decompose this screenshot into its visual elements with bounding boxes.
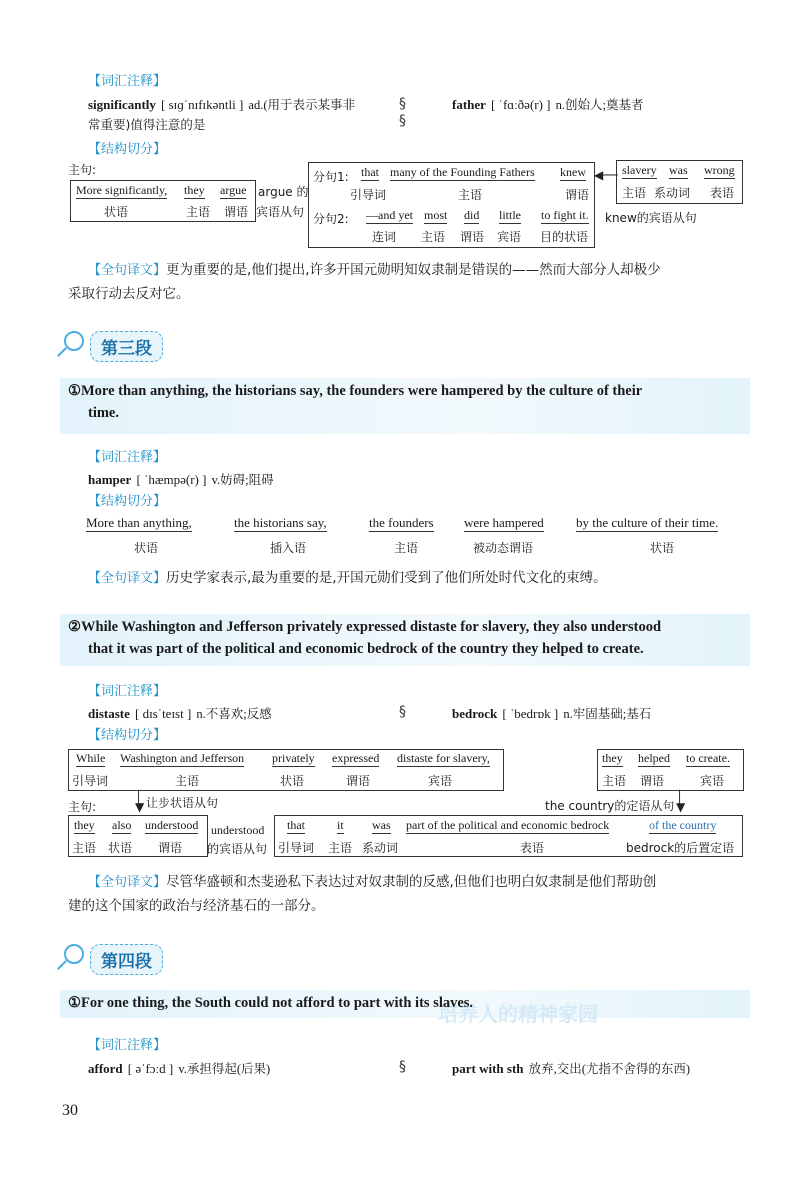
vocab-tag: 【词汇注释】 — [88, 74, 167, 89]
role-label: 状语 — [108, 841, 133, 855]
role-label: 谓语 — [346, 774, 371, 788]
section-title: 第三段 — [90, 331, 163, 362]
translation-tag: 【全句译文】 — [88, 263, 167, 278]
translation-tag: 【全句译文】 — [88, 571, 167, 586]
phrase: expressed — [332, 751, 380, 765]
role-label: 主语 — [622, 186, 647, 200]
translation-text: 尽管华盛顿和杰斐逊私下表达过对奴隶制的反感,但他们也明白奴隶制是他们帮助创 — [166, 874, 657, 890]
structure-tag: 【结构切分】 — [88, 728, 167, 743]
phrase: by the culture of their time. — [576, 515, 719, 530]
watermark: 培养人的精神家园 — [438, 1002, 598, 1026]
vocab-phonetic: [ ˈhæmpə(r) ] — [136, 472, 207, 487]
phrase: More significantly, — [76, 183, 168, 197]
vocab-word: hamper — [88, 472, 132, 487]
sentence-2: ②While Washington and Jefferson privately expressed distaste for slavery, they also understood — [68, 619, 662, 635]
translation — [88, 870, 758, 895]
role-label: bedrock的后置定语 — [626, 841, 735, 855]
vocab-word: part with sth — [452, 1061, 524, 1076]
vocab-tag: 【词汇注释】 — [88, 1038, 167, 1053]
main-clause-label: 主句: — [68, 800, 97, 814]
phrase: wrong — [704, 163, 735, 177]
role-label: 谓语 — [640, 774, 665, 788]
vocab-entry-father — [452, 94, 643, 113]
role-label: 插入语 — [270, 541, 307, 555]
vocab-phonetic: [ sɪɡˈnɪfɪkəntli ] — [161, 97, 244, 112]
vocab-phonetic: [ dɪsˈteɪst ] — [134, 706, 192, 721]
translation-cont: 建的这个国家的政治与经济基石的一部分。 — [68, 898, 325, 914]
vocab-word: significantly — [88, 97, 156, 112]
role-label: 主语 — [175, 774, 200, 788]
role-label: 连词 — [372, 230, 397, 244]
phrase: was — [372, 818, 391, 832]
phrase: the historians say, — [234, 515, 327, 530]
phrase: that — [361, 165, 379, 179]
arrow-left-icon: ◀── — [594, 168, 618, 182]
role-label: 表语 — [520, 841, 545, 855]
role-label: 宾语 — [700, 774, 725, 788]
role-label: 主语 — [328, 841, 353, 855]
translation — [88, 566, 607, 591]
phrase: it — [337, 818, 344, 832]
role-label: 状语 — [650, 541, 675, 555]
sentence-1: ①For one thing, the South could not afford to part with its slaves. — [68, 995, 474, 1011]
main-clause-label: 主句: — [68, 163, 97, 177]
relative-clause-label: the country的定语从句 — [545, 799, 675, 813]
vocab-entry-significantly — [88, 94, 355, 113]
role-label: 引导词 — [350, 188, 387, 202]
phrase: they — [184, 183, 205, 197]
magnifier-icon — [64, 331, 84, 351]
phrase: that — [287, 818, 305, 832]
phrase: privately — [272, 751, 315, 765]
role-label: 目的状语 — [540, 230, 589, 244]
translation-tag: 【全句译文】 — [88, 875, 167, 890]
divider-icon: § — [399, 96, 406, 112]
role-label: 谓语 — [565, 188, 590, 202]
role-label: 主语 — [421, 230, 446, 244]
divider-icon: § — [399, 704, 406, 720]
phrase: were hampered — [464, 515, 544, 530]
vocab-definition: n.牢固基础;基石 — [563, 707, 652, 721]
phrase: the founders — [369, 515, 434, 530]
argue-label: argue 的 — [258, 185, 309, 199]
phrase: most — [424, 208, 448, 222]
phrase: many of the Founding Fathers — [390, 165, 535, 179]
structure-tag: 【结构切分】 — [88, 494, 167, 509]
phrase: they — [74, 818, 95, 832]
role-label: 主语 — [186, 205, 211, 219]
role-label: 谓语 — [158, 841, 183, 855]
phrase: they — [602, 751, 623, 765]
role-label: 主语 — [458, 188, 483, 202]
sub-clause-label: 分句1: — [313, 170, 349, 184]
phrase: little — [499, 208, 521, 222]
vocab-phonetic: [ əˈfɔːd ] — [127, 1061, 174, 1076]
vocab-word: father — [452, 97, 486, 112]
role-label: 引导词 — [72, 774, 109, 788]
phrase: was — [669, 163, 688, 177]
magnifier-icon — [64, 944, 84, 964]
role-label: 主语 — [72, 841, 97, 855]
divider-icon: § — [399, 113, 406, 129]
vocab-tag: 【词汇注释】 — [88, 450, 167, 465]
phrase: —and yet — [366, 208, 413, 222]
role-label: 主语 — [394, 541, 419, 555]
sentence-1: ①More than anything, the historians say, the founders were hampered by the culture of their — [68, 383, 643, 399]
phrase: distaste for slavery, — [397, 751, 490, 765]
sub-clause-label: 分句2: — [313, 212, 349, 226]
role-label: 状语 — [280, 774, 305, 788]
vocab-definition-cont: 常重要)值得注意的是 — [88, 117, 206, 132]
phrase: to create. — [686, 751, 730, 765]
phrase: part of the political and economic bedrock — [406, 818, 610, 832]
role-label: 表语 — [710, 186, 735, 200]
arrow-down-icon: │ ▼ — [135, 790, 145, 814]
sentence-1-cont: time. — [88, 405, 119, 421]
translation — [88, 258, 758, 283]
phrase: While — [76, 751, 106, 765]
object-clause-label: 宾语从句 — [256, 205, 305, 219]
phrase: Washington and Jefferson — [120, 751, 245, 765]
phrase: to fight it. — [541, 208, 589, 222]
translation-text: 更为重要的是,他们提出,许多开国元勋明知奴隶制是错误的——然而大部分人却极少 — [166, 262, 661, 278]
vocab-word: distaste — [88, 706, 130, 721]
vocab-definition: n.不喜欢;反感 — [196, 707, 272, 721]
phrase: argue — [220, 183, 247, 197]
vocab-entry-hamper — [88, 469, 274, 488]
vocab-entry-afford — [88, 1058, 270, 1077]
structure-tag: 【结构切分】 — [88, 142, 167, 157]
vocab-phonetic: [ ˈfɑːðə(r) ] — [491, 97, 551, 112]
vocab-definition: ad.(用于表示某事非 — [248, 98, 356, 112]
phrase: did — [464, 208, 480, 222]
phrase: More than anything, — [86, 515, 192, 530]
role-label: 状语 — [134, 541, 159, 555]
vocab-definition: v.妨碍;阻碍 — [211, 473, 274, 487]
phrase: slavery — [622, 163, 657, 177]
phrase: knew — [560, 165, 586, 179]
divider-icon: § — [399, 1059, 406, 1075]
role-label: 引导词 — [278, 841, 315, 855]
phrase: of the country — [649, 818, 717, 832]
role-label: 宾语 — [428, 774, 453, 788]
phrase: understood — [145, 818, 199, 832]
object-clause-label: 的宾语从句 — [207, 842, 268, 856]
role-label: 状语 — [104, 205, 129, 219]
sentence-2-cont: that it was part of the political and economic bedrock of the country they helped to create. — [88, 641, 644, 657]
vocab-definition: 放弃,交出(尤指不舍得的东西) — [528, 1062, 691, 1076]
vocab-tag: 【词汇注释】 — [88, 684, 167, 699]
vocab-entry-part-with — [452, 1058, 690, 1077]
role-label: 系动词 — [362, 841, 399, 855]
arrow-down-icon: │ ▼ — [676, 790, 686, 814]
role-label: 系动词 — [654, 186, 691, 200]
page-number: 30 — [62, 1102, 78, 1119]
translation-text: 历史学家表示,最为重要的是,开国元勋们受到了他们所处时代文化的束缚。 — [166, 570, 607, 586]
phrase: helped — [638, 751, 670, 765]
role-label: 被动态谓语 — [473, 541, 534, 555]
vocab-definition: n.创始人;奠基者 — [555, 98, 644, 112]
role-label: 主语 — [602, 774, 627, 788]
vocab-phonetic: [ ˈbedrɒk ] — [502, 706, 559, 721]
role-label: 宾语 — [497, 230, 522, 244]
role-label: 谓语 — [460, 230, 485, 244]
vocab-entry-distaste — [88, 703, 272, 722]
translation-cont: 采取行动去反对它。 — [68, 286, 190, 302]
vocab-definition: v.承担得起(后果) — [178, 1062, 271, 1076]
vocab-word: bedrock — [452, 706, 498, 721]
phrase: also — [112, 818, 132, 832]
vocab-word: afford — [88, 1061, 123, 1076]
section-title: 第四段 — [90, 944, 163, 975]
concession-label: 让步状语从句 — [146, 796, 219, 810]
knew-object-label: knew的宾语从句 — [605, 211, 697, 225]
vocab-entry-bedrock — [452, 703, 651, 722]
understood-label: understood — [211, 823, 265, 837]
role-label: 谓语 — [224, 205, 249, 219]
